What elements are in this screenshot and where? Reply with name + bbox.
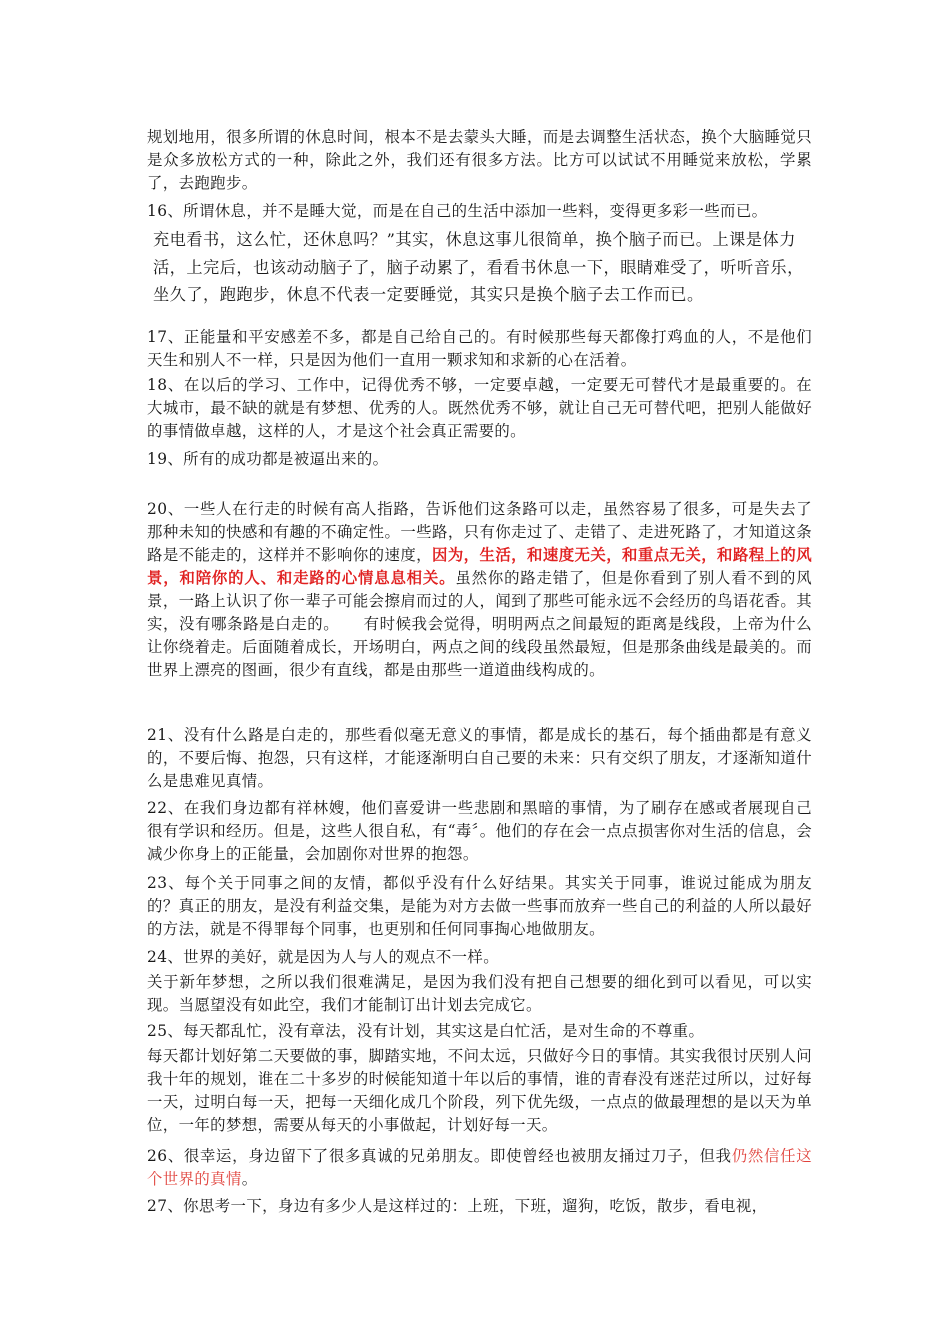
paragraph-23: 23、每个关于同事之间的友情，都似乎没有什么好结果。其实关于同事，谁说过能成为朋友的？真正的朋友，是没有利益交集，是能为对方去做一些事而放弃一些自己的利益的人所以最好的方法，就是不得罪每个同事，也更别和任何同事掏心地做朋友。 <box>147 874 812 938</box>
paragraph-26-end: 。 <box>241 1170 258 1188</box>
paragraph-15-continued: 规划地用，很多所谓的休息时间，根本不是去蒙头大睡，而是去调整生活状态，换个大脑睡觉只是众多放松方式的一种，除此之外，我们还有很多方法。比方可以试试不用睡觉来放松，学累了，去跑跑步。 <box>147 128 812 192</box>
paragraph-19: 19、所有的成功都是被逼出来的。 <box>147 450 389 468</box>
paragraph-16-body-text: 充电看书，这么忙，还休息吗？”其实，休息这事儿很简单，换个脑子而已。上课是体力活，上完后，也该动动脑子了，脑子动累了，看看书休息一下，眼睛难受了，听听音乐，坐久了，跑跑步，休息不代表一定要睡觉，其实只是换个脑子去工作而已。 <box>153 230 804 304</box>
paragraph-21: 21、没有什么路是白走的，那些看似毫无意义的事情，都是成长的基石，每个插曲都是有意义的，不要后悔、抱怨，只有这样，才能逐渐明白自己要的未来：只有交织了朋友，才逐渐知道什么是患难见真情。 <box>147 726 812 790</box>
paragraph-22: 22、在我们身边都有祥林嫂，他们喜爱讲一些悲剧和黑暗的事情，为了刷存在感或者展现自己很有学识和经历。但是，这些人很自私，有“毒〞。他们的存在会一点点损害你对生活的信息，会减少你身上的正能量，会加剧你对世界的抱怨。 <box>147 799 812 863</box>
paragraph-24: 24、世界的美好，就是因为人与人的观点不一样。 <box>147 948 499 966</box>
paragraph-16-heading: 16、所谓休息，并不是睡大觉，而是在自己的生活中添加一些料，变得更多彩一些而已。 <box>147 202 768 220</box>
paragraph-26 <box>147 1145 812 1191</box>
paragraph-20 <box>147 498 812 682</box>
paragraph-24-body: 关于新年梦想，之所以我们很难满足，是因为我们没有把自己想要的细化到可以看见，可以实现。当愿望没有如此空，我们才能制订出计划去完成它。 <box>147 973 812 1014</box>
paragraph-26-highlight: 仍然信任这个世界的真情 <box>147 1147 812 1188</box>
paragraph-25: 25、每天都乱忙，没有章法，没有计划，其实这是白忙活，是对生命的不尊重。 <box>147 1022 705 1040</box>
paragraph-16-body <box>147 226 812 309</box>
paragraph-17: 17、正能量和平安感差不多，都是自己给自己的。有时候那些每天都像打鸡血的人，不是他们天生和别人不一样，只是因为他们一直用一颗求知和求新的心在活着。 <box>147 328 812 369</box>
paragraph-20-text-a: 20、一些人在行走的时候有高人指路，告诉他们这条路可以走，虽然容易了很多，可是失去了那种未知的快感和有趣的不确定性。一些路，只有你走过了、走错了、走进死路了，才知道这条路是不能走的，这样并不影响你的速度， <box>147 500 812 564</box>
paragraph-18: 18、在以后的学习、工作中，记得优秀不够，一定要卓越，一定要无可替代才是最重要的。在大城市，最不缺的就是有梦想、优秀的人。既然优秀不够，就让自己无可替代吧，把别人能做好的事情做卓越，这样的人，才是这个社会真正需要的。 <box>147 376 812 440</box>
paragraph-26-text: 26、很幸运，身边留下了很多真诚的兄弟朋友。即使曾经也被朋友捅过刀子，但我 <box>147 1147 732 1165</box>
paragraph-20-text-b: 虽然你的路走错了，但是你看到了别人看不到的风景，一路上认识了你一辈子可能会擦肩而过的人，闻到了那些可能永远不会经历的鸟语花香。其实，没有哪条路是白走的。 有时候我会觉得，明明两点之间最短的距离是线段，上帝为什么让你绕着走。后面随着成长，开场明白，两点之间的线段虽然最短，但是那条曲线是最美的。而世界上漂亮的图画，很少有直线，都是由那些一道道曲线构成的。 <box>147 569 812 679</box>
paragraph-20-highlight: 因为，生活，和速度无关，和重点无关，和路程上的风景，和陪你的人、和走路的心情息息相关。 <box>147 546 812 587</box>
paragraph-27: 27、你思考一下，身边有多少人是这样过的：上班，下班，遛狗，吃饭，散步，看电视， <box>147 1197 768 1215</box>
paragraph-25-body: 每天都计划好第二天要做的事，脚踏实地，不问太远，只做好今日的事情。其实我很讨厌别人问我十年的规划，谁在二十多岁的时候能知道十年以后的事情，谁的青春没有迷茫过所以，过好每一天，过明白每一天，把每一天细化成几个阶段，列下优先级，一点点的做最理想的是以天为单位，一年的梦想，需要从每天的小事做起，计划好每一天。 <box>147 1047 812 1134</box>
